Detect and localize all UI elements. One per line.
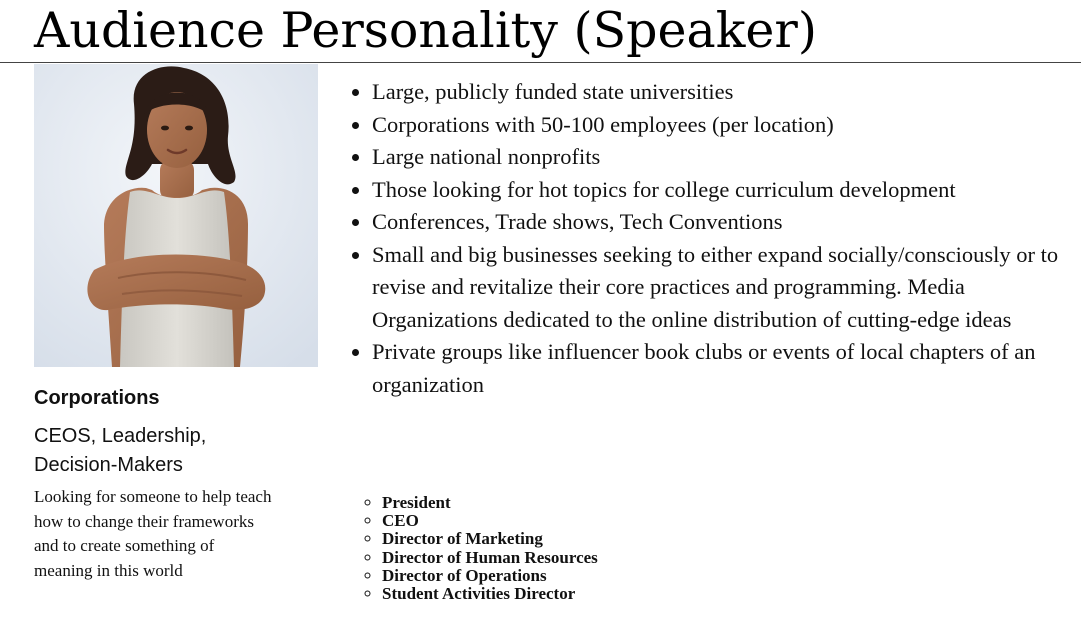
list-item: • Corporations with 50-100 employees (per location) [372, 109, 1081, 142]
role-item: ◦ President [382, 494, 598, 512]
audience-bullet-list [346, 76, 1081, 401]
page-title: Audience Personality (Speaker) [34, 2, 817, 59]
role-item: ◦ Director of Marketing [382, 530, 598, 548]
list-item: • Conferences, Trade shows, Tech Conventions [372, 206, 1081, 239]
role-item: ◦ CEO [382, 512, 598, 530]
list-item: • Private groups like influencer book clubs or events of local chapters of an organization [372, 336, 1081, 401]
list-item: • Large, publicly funded state universities [372, 76, 1081, 109]
list-item: • Those looking for hot topics for college curriculum development [372, 174, 1081, 207]
audience-subheading: CEOS, Leadership, Decision-Makers [34, 425, 207, 476]
audience-description: Looking for someone to help teach how to change their frameworks and to create something of meaning in this world [34, 487, 272, 580]
role-item: ◦ Director of Operations [382, 567, 598, 585]
woman-portrait-photo [34, 64, 318, 367]
title-divider [0, 62, 1081, 63]
role-item: ◦ Student Activities Director [382, 585, 598, 603]
decision-maker-roles-list [362, 494, 598, 603]
role-item: ◦ Director of Human Resources [382, 549, 598, 567]
list-item: • Large national nonprofits [372, 141, 1081, 174]
audience-heading: Corporations [34, 387, 160, 409]
list-item: • Small and big businesses seeking to either expand socially/consciously or to revise and revitalize their core practices and programming. Media Organizations dedicated to the online distribution of cutting-edge ideas [372, 239, 1081, 337]
